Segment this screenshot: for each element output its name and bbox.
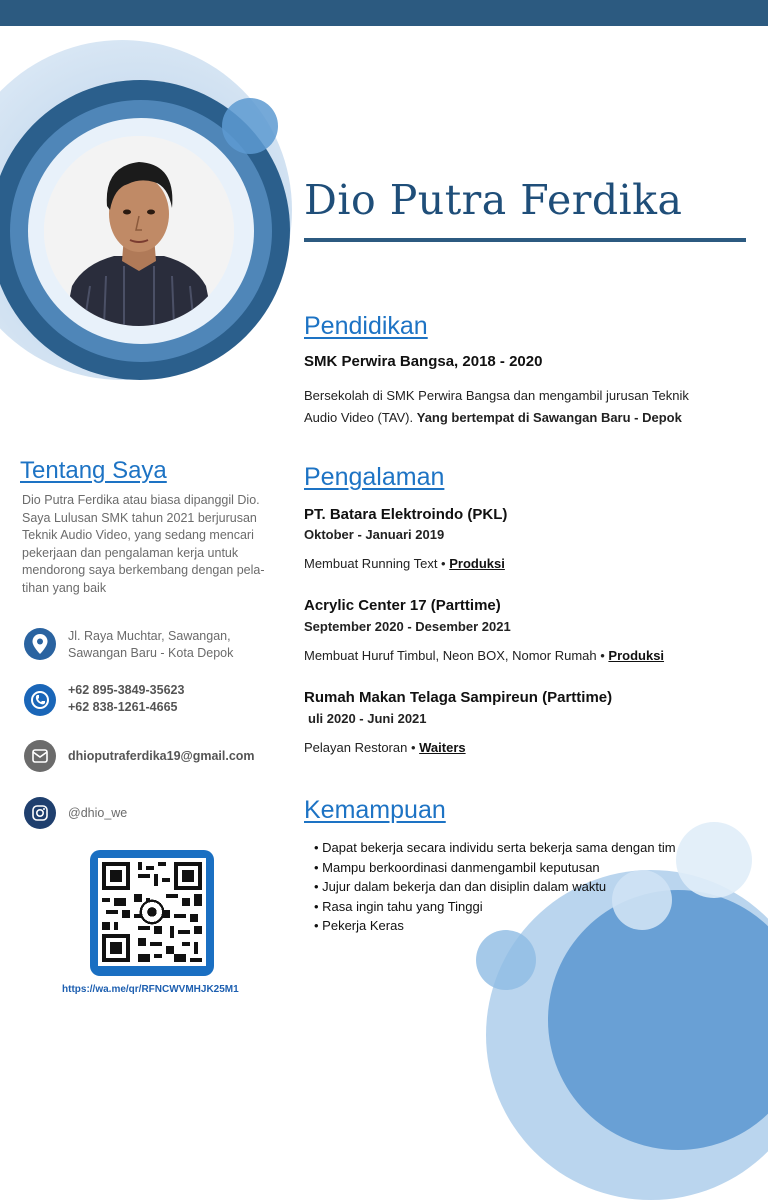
about-line: Dio Putra Ferdika atau biasa dipanggil Dio. — [22, 493, 260, 507]
about-line: tihan yang baik — [22, 580, 107, 595]
instagram-icon — [24, 797, 56, 829]
experience-desc — [304, 556, 505, 571]
experience-company: Rumah Makan Telaga Sampireun (Parttime) — [304, 689, 613, 706]
experience-desc — [304, 740, 466, 755]
address-line1: Jl. Raya Muchtar, Sawangan, — [68, 629, 231, 643]
qr-code[interactable] — [98, 858, 206, 966]
experience-tag: Produksi — [608, 648, 665, 663]
email-icon — [24, 740, 56, 772]
experience-desc-text: Membuat Running Text • — [304, 556, 446, 571]
location-icon — [24, 628, 56, 660]
experience-desc-text: Membuat Huruf Timbul, Neon BOX, Nomor Rumah • — [304, 648, 605, 663]
experience-period: September 2020 - Desember 2021 — [304, 619, 511, 634]
experience-period: Oktober - Januari 2019 — [304, 527, 445, 542]
name-divider — [304, 238, 746, 242]
education-desc-normal: Audio Video (TAV). — [304, 410, 417, 425]
phone-2: +62 838-1261-4665 — [68, 700, 178, 714]
skill-item: • Rasa ingin tahu yang Tinggi — [314, 897, 676, 917]
person-name: Dio Putra Ferdika — [304, 176, 683, 224]
phone-icon — [24, 684, 56, 716]
experience-tag: Produksi — [449, 556, 505, 571]
skill-item: • Pekerja Keras — [314, 916, 676, 936]
experience-company: PT. Batara Elektroindo (PKL) — [304, 506, 508, 523]
experience-tag: Waiters — [419, 740, 466, 755]
address — [68, 628, 233, 662]
experience-period: uli 2020 - Juni 2021 — [308, 711, 427, 726]
about-title: Tentang Saya — [20, 457, 167, 484]
experience-desc-text: Pelayan Restoran • — [304, 740, 416, 755]
phone-numbers — [68, 682, 184, 716]
decorative-bubble — [676, 822, 752, 898]
instagram-handle[interactable]: @dhio_we — [68, 806, 128, 820]
about-text — [22, 492, 272, 598]
experience-title: Pengalaman — [304, 463, 445, 491]
skill-item: • Dapat bekerja secara individu serta bekerja sama dengan tim — [314, 838, 676, 858]
phone-1: +62 895-3849-35623 — [68, 683, 185, 697]
education-school: SMK Perwira Bangsa, 2018 - 2020 — [304, 353, 543, 370]
skill-item: • Jujur dalam bekerja dan dan disiplin dalam waktu — [314, 877, 676, 897]
about-line: pekerjaan dan pengalaman kerja untuk — [22, 545, 239, 560]
experience-desc — [304, 648, 664, 663]
education-title: Pendidikan — [304, 312, 428, 340]
decorative-small-circle — [222, 98, 278, 154]
skills-list — [314, 838, 676, 936]
skills-title: Kemampuan — [304, 796, 446, 824]
about-line: Teknik Audio Video, yang sedang mencari — [22, 528, 254, 543]
email[interactable]: dhioputraferdika19@gmail.com — [68, 749, 255, 763]
about-line: mendorong saya berkembang dengan pela- — [22, 563, 265, 578]
education-desc-line2 — [304, 410, 682, 425]
education-desc-bold: Yang bertempat di Sawangan Baru - Depok — [416, 410, 682, 425]
top-bar — [0, 0, 768, 26]
education-desc-line1: Bersekolah di SMK Perwira Bangsa dan mengambil jurusan Teknik — [304, 388, 689, 403]
about-line: Saya Lulusan SMK tahun 2021 berjurusan — [22, 510, 257, 525]
decorative-bubble — [476, 930, 536, 990]
skill-item: • Mampu berkoordinasi danmengambil keputusan — [314, 858, 676, 878]
profile-photo — [44, 136, 234, 326]
experience-company: Acrylic Center 17 (Parttime) — [304, 597, 501, 614]
qr-url[interactable]: https://wa.me/qr/RFNCWVMHJK25M1 — [62, 984, 239, 995]
address-line2: Sawangan Baru - Kota Depok — [68, 646, 234, 660]
